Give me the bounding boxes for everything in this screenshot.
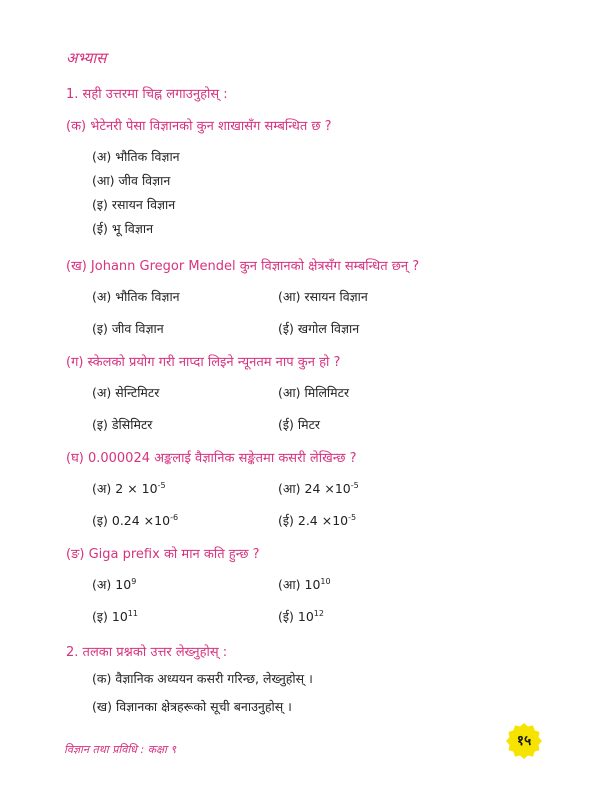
question-label: (ग) (66, 355, 84, 370)
page-number: १५ (516, 733, 532, 749)
option: (अ) $2 \times 10^{-5}$ (92, 480, 166, 496)
question-ga (66, 352, 340, 370)
option: (ई) खगोल विज्ञान (278, 321, 360, 336)
question-label: (घ) (66, 451, 84, 466)
question-label: (ङ) (66, 547, 85, 562)
option: (ई) भू विज्ञान (92, 221, 154, 236)
option: (आ) $24 \times 10^{-5}$ (278, 480, 359, 496)
page-number-badge (506, 723, 542, 759)
answer-item: (ख) विज्ञानका क्षेत्रहरूको सूची बनाउनुहोस् । (92, 699, 292, 714)
question-label: (ख) (66, 259, 87, 274)
question-ka (66, 116, 332, 134)
option: (इ) $10^{11}$ (92, 608, 138, 624)
option: (आ) जीव विज्ञान (92, 173, 171, 188)
option: (ई) $2.4 \times 10^{-5}$ (278, 512, 357, 528)
option: (अ) सेन्टिमिटर (92, 385, 160, 400)
book-footer-title: विज्ञान तथा प्रविधि : कक्षा ९ (64, 743, 177, 756)
option: (इ) रसायन विज्ञान (92, 197, 176, 212)
answer-item: (क) वैज्ञानिक अध्ययन कसरी गरिन्छ, लेख्नुहोस् । (92, 671, 313, 686)
question-2-title: 2. तलका प्रश्नको उत्तर लेख्नुहोस् : (66, 645, 228, 660)
option: (इ) $0.24 \times 10^{-6}$ (92, 512, 179, 528)
option: (ई) $10^{12}$ (278, 608, 324, 624)
question-kha (66, 256, 419, 274)
option: (इ) डेसिमिटर (92, 417, 153, 432)
exercise-heading: अभ्यास (66, 49, 107, 67)
option: (आ) रसायन विज्ञान (278, 289, 368, 304)
question-text: 0.000024 अङ्कलाई वैज्ञानिक सङ्केतमा कसरी लेखिन्छ ? (87, 451, 357, 466)
option: (अ) $10^9$ (92, 576, 137, 592)
question-text: स्केलको प्रयोग गरी नाप्दा लिइने न्यूनतम नाप कुन हो ? (87, 355, 341, 370)
option: (अ) भौतिक विज्ञान (92, 149, 180, 164)
option: (ई) मिटर (278, 417, 320, 432)
option: (इ) जीव विज्ञान (92, 321, 164, 336)
option: (आ) $10^{10}$ (278, 576, 331, 592)
question-1-title: 1. सही उत्तरमा चिह्न लगाउनुहोस् : (66, 87, 228, 102)
question-label: (क) (66, 119, 87, 134)
question-text: Johann Gregor Mendel कुन विज्ञानको क्षेत्रसँग सम्बन्धित छन् ? (90, 259, 420, 274)
question-nga (66, 544, 260, 562)
option: (अ) भौतिक विज्ञान (92, 289, 180, 304)
question-text: भेटेनरी पेसा विज्ञानको कुन शाखासँग सम्बन्धित छ ? (90, 119, 332, 134)
option: (आ) मिलिमिटर (278, 385, 350, 400)
question-text: Giga prefix को मान कति हुन्छ ? (88, 547, 260, 562)
question-gha (66, 448, 357, 466)
